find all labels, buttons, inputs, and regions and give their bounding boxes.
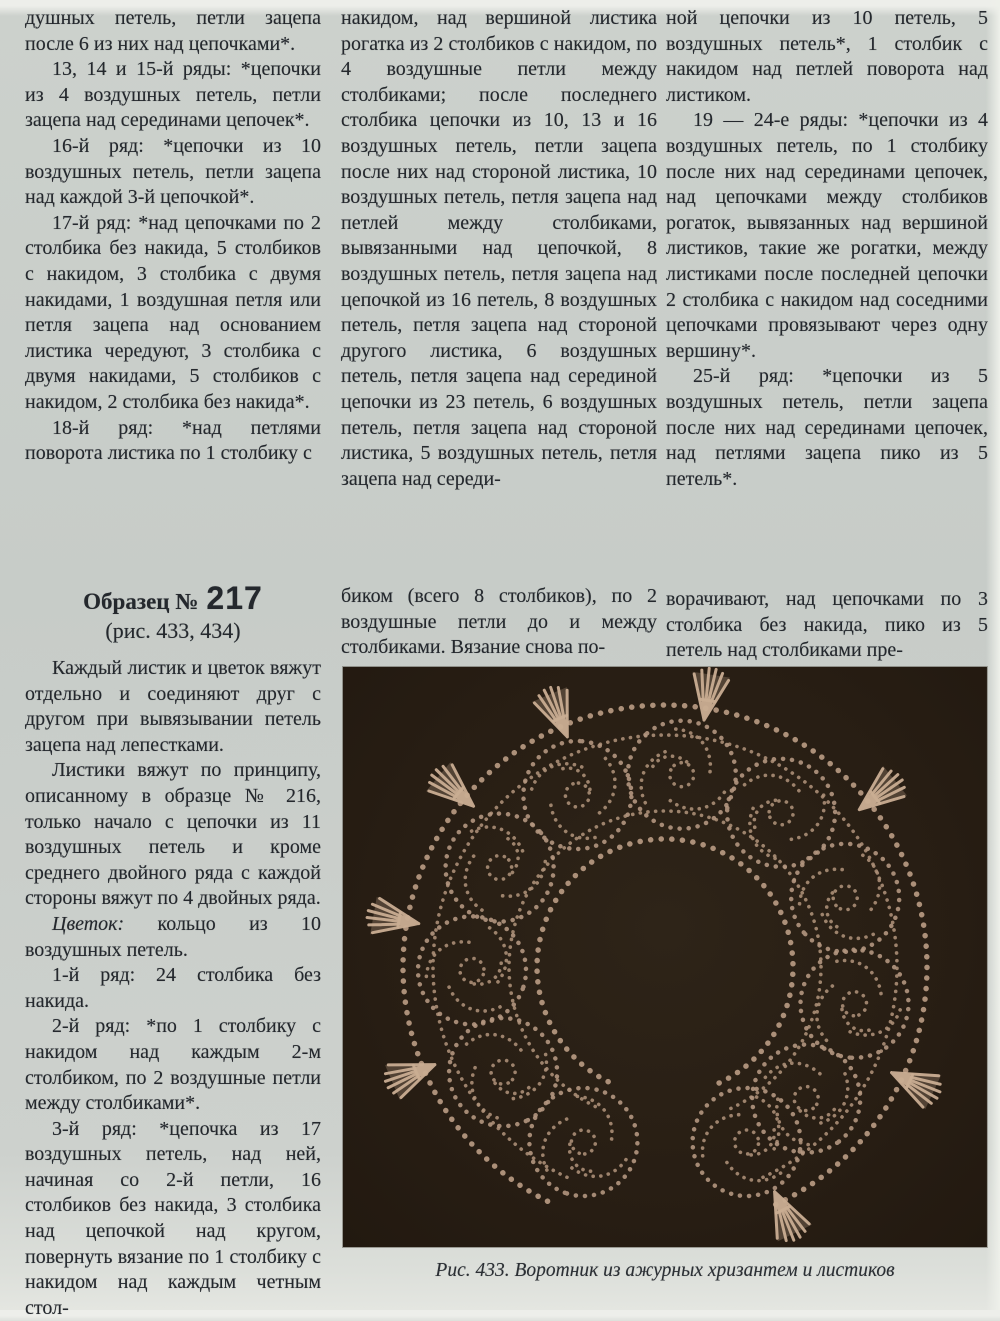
section-heading: [25, 580, 321, 617]
paragraph: ной цепочки из 10 петель, 5 воздушных петель*, 1 столбик с накидом над петлей поворота над листиком.: [666, 7, 988, 106]
section-heading-prefix: Образец №: [83, 589, 199, 614]
paragraph: ворачивают, над цепочками по 3 столбика без накида, пико из 5 петель над столбиками пре-: [666, 588, 988, 662]
paragraph-rows-13-15: 13, 14 и 15-й ряды: *цепочки из 4 воздушных петель, петли зацепа над серединами цепочек*.: [25, 58, 321, 132]
paragraph: биком (всего 8 столбиков), по 2 воздушные петли до и между столбиками. Вязание снова по-: [341, 585, 657, 659]
paragraph-rows-19-24: 19 — 24-е ряды: *цепочки из 4 воздушных петель, по 1 столбику после них над серединами цепочек, над цепочками между столбиков рогаток, вывязанных над вершиной листиков, такие же рогатки, между листиками после последней цепочки 2 столбика с накидом над соседними цепочками провязывают через одну вершину*.: [666, 109, 988, 362]
section-heading-number: 217: [206, 580, 263, 616]
top-middle-column: [341, 6, 657, 492]
top-right-column: [666, 6, 988, 492]
paragraph-row-17: 17-й ряд: *над цепочками по 2 столбика без накида, 5 столбиков с накидом, 3 столбика с двумя накидами, 1 воздушная петля или петля зацепа над основанием листика чередуют, 3 столбика с двумя накидами, 5 столбиков с накидом, 2 столбика без накида*.: [25, 211, 321, 413]
flower-lead: Цветок:: [52, 912, 125, 935]
paragraph-row-3: 3-й ряд: *цепочка из 17 воздушных петель, над ней, начиная со 2-й петли, 16 столбиков без накида, 3 столбика над цепочкой над кругом, повернуть вязание по 1 столбику с накидом над каждым четным стол-: [25, 1117, 321, 1319]
paragraph: Каждый листик и цветок вяжут отдельно и соединяют друг с другом при вывязывании петель зацепа над лепестками.: [25, 657, 321, 756]
lower-right-column: [666, 587, 988, 664]
flower-text: кольцо из 10 воздушных петель.: [25, 912, 321, 961]
paragraph-row-1: 1-й ряд: 24 столбика без накида.: [25, 964, 321, 1012]
section-subheading: (рис. 433, 434): [105, 618, 241, 643]
crochet-collar-illustration: [343, 667, 987, 1247]
paragraph-flower: [25, 912, 321, 963]
paragraph: Листики вяжут по принципу, описанному в образце № 216, только начало с цепочки из 11 воздушных петель и кроме среднего двойного ряда с каждой стороны вяжут по 4 двойных ряда.: [25, 759, 321, 910]
paragraph-row-2: 2-й ряд: *по 1 столбику с накидом над каждым 2-м столбиком, по 2 воздушные петли между столбиками*.: [25, 1015, 321, 1115]
paragraph: накидом, над вершиной листика рогатка из 2 столбиков с накидом, по 4 воздушные петли между столбиками; после последнего столбика цепочки из 10, 13 и 16 воздушных петель, петли зацепа после них над стороной листика, 10 воздушных петель, петля зацепа над петлей между столбиками, вывязанными над цепочкой, 8 воздушных петель, петля зацепа над цепочкой из 16 петель, 8 воздушных петель, петля зацепа над стороной другого листика, 6 воздушных петель, петля зацепа над серединой цепочки из 23 петель, 6 воздушных петель, петля зацепа над стороной листика, 5 воздушных петель, петля зацепа над середи-: [341, 7, 657, 490]
top-left-column: [25, 6, 321, 467]
paragraph-row-16: 16-й ряд: *цепочки из 10 воздушных петель, петли зацепа над каждой 3-й цепочкой*.: [25, 134, 321, 209]
figure-caption: Рис. 433. Воротник из ажурных хризантем и листиков: [435, 1260, 895, 1281]
collar-photo: [343, 667, 987, 1247]
lower-left-column: [25, 656, 321, 1321]
lower-middle-column: [341, 584, 657, 661]
paragraph-row-18: 18-й ряд: *над петлями поворота листика по 1 столбику с: [25, 416, 321, 465]
paragraph-row-25: 25-й ряд: *цепочки из 5 воздушных петель, петли зацепа после них над серединами цепочек, над петлями зацепа пико из 5 петель*.: [666, 365, 988, 490]
paragraph: душных петель, петли зацепа после 6 из них над цепочками*.: [25, 7, 321, 55]
